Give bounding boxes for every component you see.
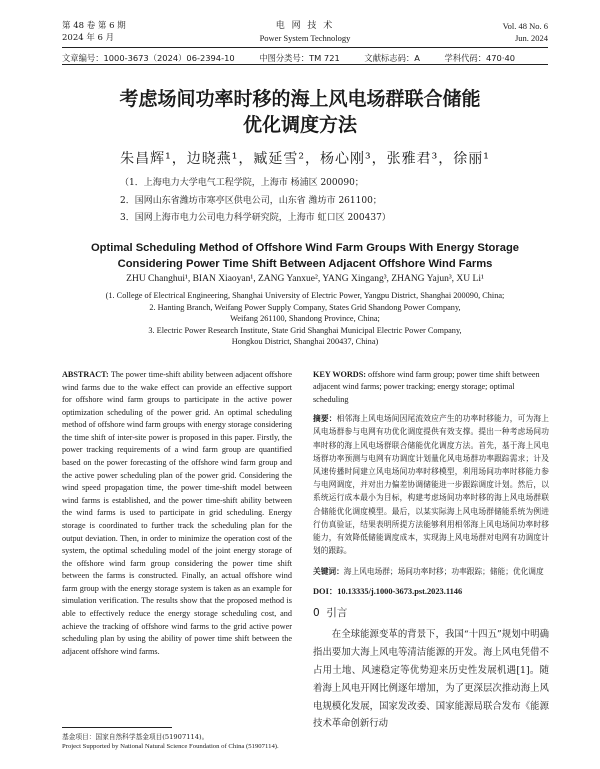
affiliation-en-1: (1. College of Electrical Engineering, Shanghai University of Electric Power, Yangpu District, Shanghai 200090, China; xyxy=(105,291,505,300)
funding-footnote xyxy=(62,732,292,752)
section-number: 0 xyxy=(313,607,320,620)
section-title: 引言 xyxy=(326,607,348,620)
journal-name-cn: 电 网 技 术 xyxy=(275,21,335,31)
paper-title-cn xyxy=(40,86,560,138)
affiliation-en-3: Weifang 261100, Shandong Province, China; xyxy=(230,314,380,324)
header-volume-en: Vol. 48 No. 6 xyxy=(502,21,548,31)
doi: DOI：10.13335/j.1000-3673.pst.2023.1146 xyxy=(313,586,463,596)
abstract-en xyxy=(62,369,292,658)
title-en-line2: Considering Power Time Shift Between Adjacent Offshore Wind Farms xyxy=(117,258,493,270)
intro-paragraph: 在全球能源变革的背景下，我国“十四五”规划中明确指出要加大海上风电等清洁能源的开发。海上风电凭借不占用土地、风速稳定等优势迎来历史性发展机遇[1]。随着海上风电开网比例逐年增加，为了更深层次推动海上风电规模化发展，国家发改委、国家能源局联合发布《能源技术革命创新行动 xyxy=(313,629,549,730)
abstract-en-text: The power time-shift ability between adjacent offshore wind farms due to the wake effect can provide an effective support for offshore wind farm groups to participate in the active power optimization scheduling of the power grid. An optimal scheduling method of offshore wind farm groups with energy storage considering the time shift of inter-site power is proposed in this paper. Firstly, the power tracking requirements of a wind farm group are quantified based on the power forecasting of the offshore wind farm group and the active power scheduling plan of the power grid. Considering the wind speed propagation time, the power time-shift model between wind farms is established, and the power time-shift ability between the wind farms is used to participate in grid scheduling. Energy storage is coordinated to further track the scheduling plan for the output deviation. Then, in order to minimize the operation cost of the system, the optimal scheduling model of the joint energy storage of the offshore wind farm group considering the power time shift between the farms is constructed. Finally, an actual offshore wind farm group with the energy storage system is taken as an example for simulation verification. The results show that the proposed method is able to effectively reduce the energy storage scheduling cost, and achieve the tracking of offshore wind farms to the grid active power scheduling plan by using the ability of power time shift between the adjacent offshore wind farms. xyxy=(62,370,292,656)
affiliation-cn-3: 3．国网上海市电力公司电力科学研究院，上海市 虹口区 200437） xyxy=(120,213,391,223)
header-right xyxy=(503,20,548,44)
section-heading-intro xyxy=(313,607,549,619)
keywords-cn-label: 关键词： xyxy=(313,567,344,577)
meta-rule xyxy=(62,64,548,65)
title-en-line1: Optimal Scheduling Method of Offshore Wind Farm Groups With Energy Storage xyxy=(90,242,520,254)
header-center xyxy=(62,20,548,44)
keywords-en xyxy=(313,369,549,406)
keywords-en-label: KEY WORDS: xyxy=(313,370,366,379)
funding-en: Project Supported by National Natural Science Foundation of China (51907114). xyxy=(62,743,279,750)
authors-en: ZHU Changhui¹, BIAN Xiaoyan¹, ZANG Yanxue², YANG Xingang³, ZHANG Yajun³, XU Li¹ xyxy=(126,274,484,284)
keywords-cn-text: 海上风电场群；场间功率时移；功率跟踪；储能；优化调度 xyxy=(343,567,544,577)
abstract-cn xyxy=(313,412,549,557)
keywords-en-text: offshore wind farm group; power time shift between adjacent wind farms; power tracking; energy storage; optimal scheduling xyxy=(313,370,540,404)
affiliations-cn xyxy=(120,175,520,228)
article-number: 文章编号：1000-3673（2024）06-2394-10 xyxy=(62,53,235,63)
affiliations-en xyxy=(60,290,550,348)
right-column xyxy=(313,369,549,733)
affiliation-en-4: 3. Electric Power Research Institute, State Grid Shanghai Municipal Electric Power Company, xyxy=(148,325,462,335)
clc-number: 中图分类号：TM 721 xyxy=(259,53,340,63)
header-volume-cn: 第 48 卷 第 6 期 xyxy=(62,21,126,31)
running-header xyxy=(62,20,548,47)
article-meta xyxy=(62,52,548,64)
journal-name-en: Power System Technology xyxy=(259,33,351,43)
document-code: 文献标志码：A xyxy=(364,53,420,63)
affiliation-cn-2: 2．国网山东省潍坊市寒亭区供电公司，山东省 潍坊市 261100； xyxy=(120,195,382,206)
header-date-cn: 2024 年 6 月 xyxy=(62,33,115,43)
header-rule xyxy=(62,47,548,48)
affiliation-en-5: Hongkou District, Shanghai 200437, China) xyxy=(231,337,379,347)
affiliation-cn-1: （1．上海电力大学电气工程学院，上海市 杨浦区 200090； xyxy=(120,178,364,188)
footnote-rule xyxy=(62,727,172,728)
title-cn-line2: 优化调度方法 xyxy=(242,114,357,136)
funding-cn: 基金项目：国家自然科学基金项目(51907114)。 xyxy=(62,733,209,741)
abstract-en-label: ABSTRACT: xyxy=(62,370,109,379)
authors-cn: 朱昌辉¹，边晓燕¹，臧延雪²，杨心刚³，张雅君³，徐丽¹ xyxy=(120,151,490,167)
affiliation-en-2: 2. Hanting Branch, Weifang Power Supply Company, States Grid Shandong Power Company, xyxy=(149,302,461,312)
subject-code: 学科代码：470·40 xyxy=(444,53,516,63)
keywords-cn xyxy=(313,565,549,578)
abstract-cn-text: 相邻海上风电场间因尾流效应产生的功率时移能力，可为海上风电场群参与电网有功优化调度提供有效支撑。提出一种考虑场间功率时移的海上风电场群联合储能优化调度方法。首先，基于海上风电场群功率预测与电网有功调度计划量化风电场群功率跟踪需求；计及风速传播时间建立风电场间功率时移模型，利用场间功率时移能力参与电网调度，并对出力偏差协调储能进一步跟踪调度计划。然后，以系统运行成本最小为目标，构建考虑场间功率时移的海上风电场群联合储能优化调度模型。最后，以某实际海上风电场群储能系统为例进行仿真验证，结果表明所提方法能够利用相邻海上风电场间功率时移能力，有效降低储能调度成本，实现海上风电场群对电网有功调度计划的跟踪。 xyxy=(313,414,549,556)
title-cn-line1: 考虑场间功率时移的海上风电场群联合储能 xyxy=(119,88,481,110)
header-date-en: Jun. 2024 xyxy=(514,33,548,43)
paper-title-en xyxy=(50,240,560,272)
abstract-cn-label: 摘要： xyxy=(313,414,337,424)
